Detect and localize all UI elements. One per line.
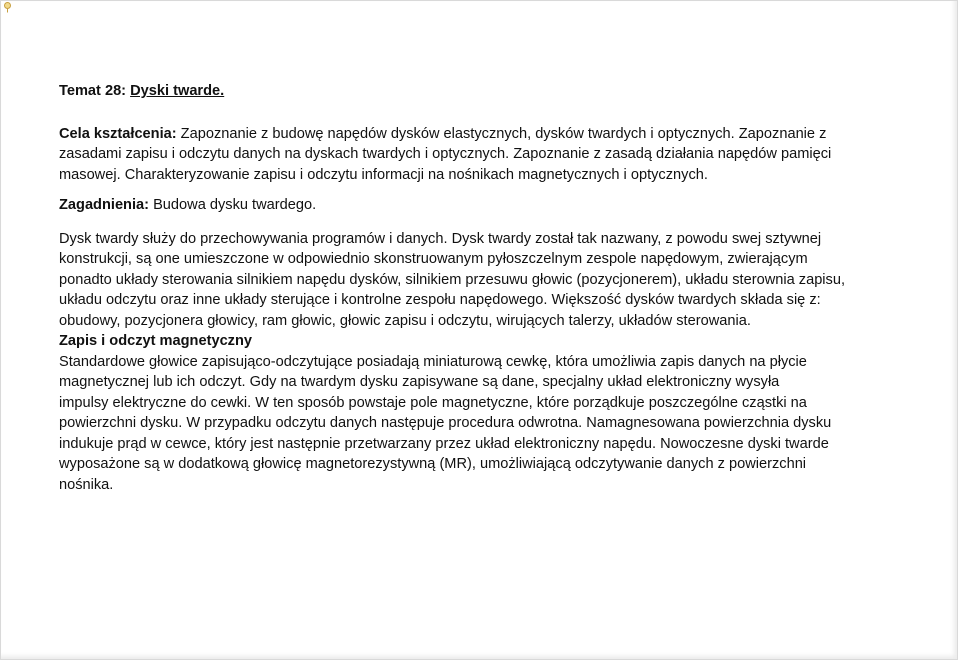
- title-topic: Dyski twarde.: [130, 83, 225, 99]
- intro-line-1: Dysk twardy służy do przechowywania programów i danych. Dysk twardy został tak nazwany, z powodu swej sztywnej: [59, 230, 822, 247]
- section-line-3: impulsy elektryczne do cewki. W ten sposób powstaje pole magnetyczne, które porządkuje poszczególne cząstki na: [59, 394, 807, 411]
- goals-line-3: masowej. Charakteryzowanie zapisu i odczytu informacji na nośnikach magnetycznych i optycznych.: [59, 166, 708, 183]
- goals-line-2: zasadami zapisu i odczytu danych na dyskach twardych i optycznych. Zapoznanie z zasadą działania napędów pamięci: [59, 146, 832, 162]
- section-line-4: powierzchni dysku. W przypadku odczytu danych następuje procedura odwrotna. Namagnesowana powierzchnia dysku: [59, 415, 832, 431]
- section-heading: Zapis i odczyt magnetyczny: [59, 333, 253, 349]
- intro-paragraph: [59, 229, 885, 332]
- issues-text: Budowa dysku twardego.: [149, 197, 317, 213]
- intro-line-3: ponadto układy sterowania silnikiem napędu dysków, silnikiem przesuwu głowic (pozycjonerem), układu sterownia zapisu,: [59, 271, 846, 288]
- intro-line-2: konstrukcji, są one umieszczone w odpowiednio skonstruowanym pyłoszczelnym zespole napędowym, zwierającym: [59, 251, 808, 267]
- intro-line-5: obudowy, pozycjonera głowicy, ram głowic, głowic zapisu i odczytu, wirujących talerzy, układów sterowania.: [59, 312, 751, 329]
- section-line-2: magnetycznej lub ich odczyt. Gdy na twardym dysku zapisywane są dane, specjalny układ elektroniczny wysyła: [59, 374, 780, 390]
- section-line-1: Standardowe głowice zapisująco-odczytujące posiadają miniaturową cewkę, która umożliwia zapis danych na płycie: [59, 353, 807, 370]
- section-line-5: indukuje prąd w cewce, który jest następnie przetwarzany przez układ elektroniczny napędu. Nowoczesne dyski twarde: [59, 435, 829, 452]
- intro-line-4: układu odczytu oraz inne układy sterujące i kontrolne zespołu napędowego. Większość dysków twardych składa się z:: [59, 292, 821, 308]
- section-line-7: nośnika.: [59, 476, 114, 493]
- goals-line-1: Zapoznanie z budowę napędów dysków elastycznych, dysków twardych i optycznych. Zapoznanie z: [176, 125, 827, 142]
- document-content: [59, 81, 885, 495]
- goals-paragraph: [59, 124, 885, 186]
- section-paragraph: [59, 352, 885, 496]
- issues-paragraph: [59, 195, 885, 216]
- pushpin-icon: [3, 2, 12, 13]
- title-prefix: Temat 28:: [59, 83, 127, 99]
- section-line-6: wyposażone są w dodatkową głowicę magnetorezystywną (MR), umożliwiającą odczytywanie danych z powierzchni: [59, 456, 807, 472]
- issues-label: Zagadnienia:: [59, 197, 150, 213]
- document-title: [59, 81, 885, 102]
- goals-label: Cela kształcenia:: [59, 125, 177, 142]
